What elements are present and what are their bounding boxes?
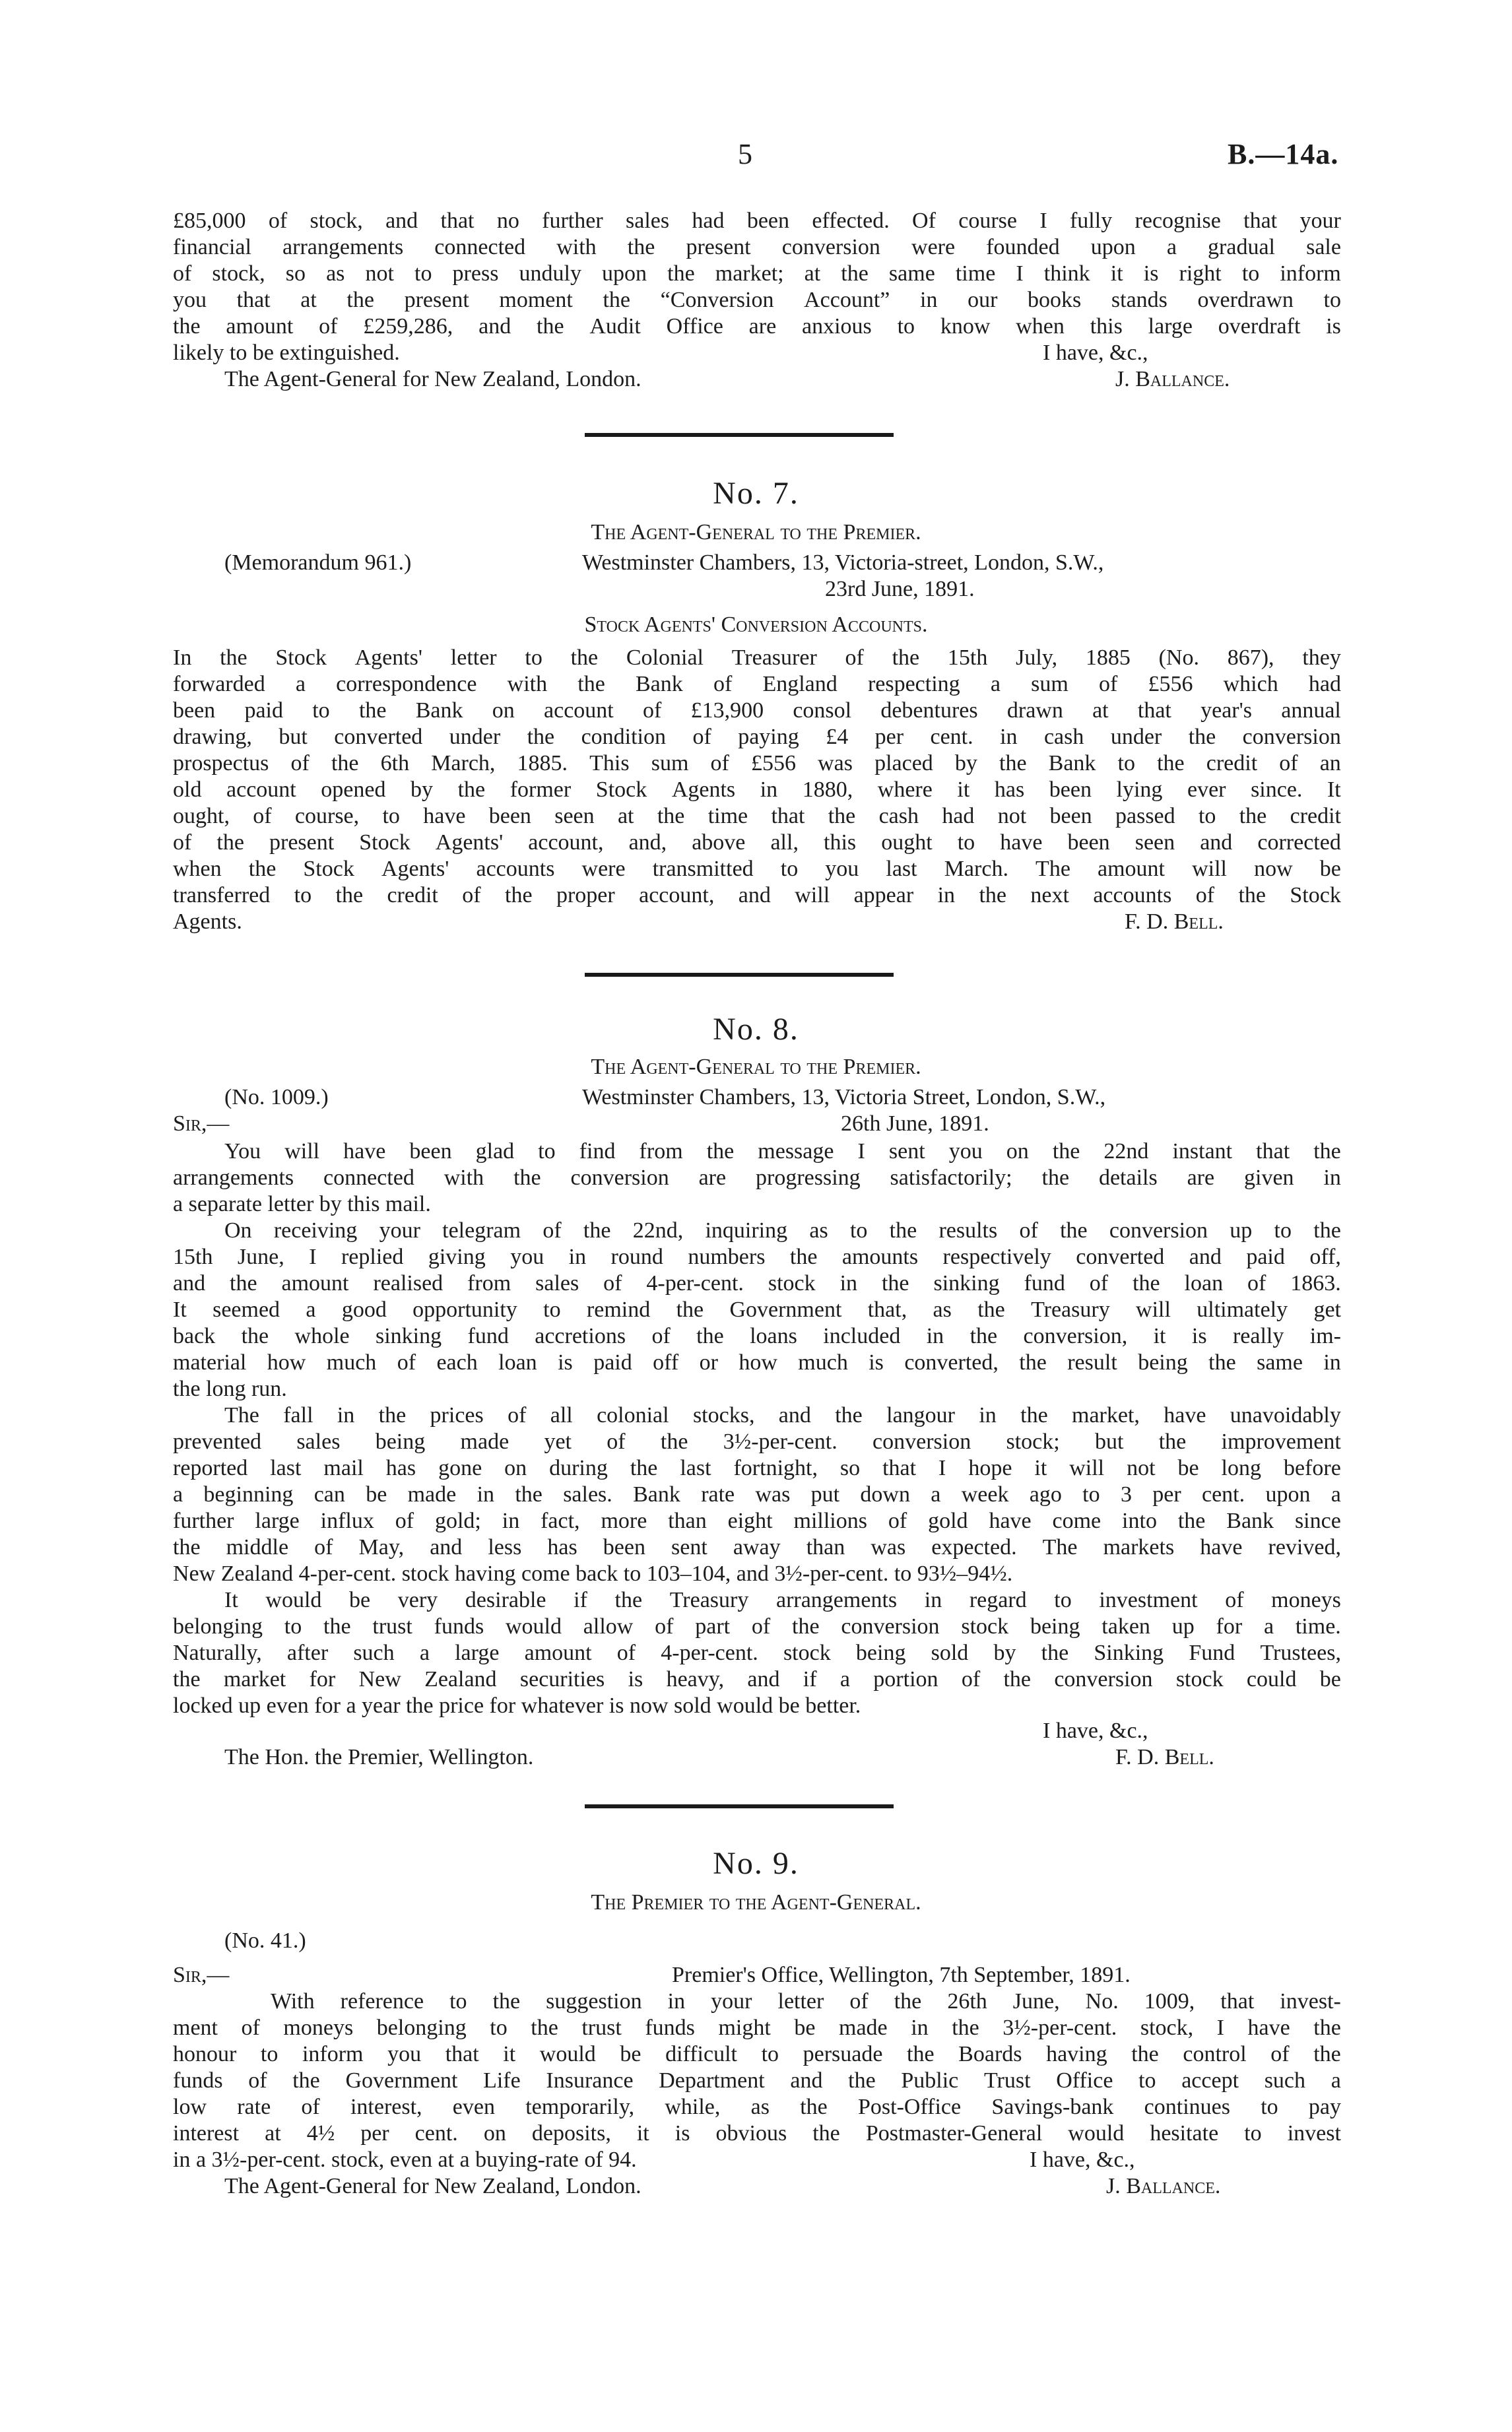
no9-title: The Premier to the Agent-General. [591,1890,921,1915]
no8-line-4: On receiving your telegram of the 22nd, inquiring as to the results of the conversion up to the [224,1218,1341,1243]
no8-line-15: further large influx of gold; in fact, more than eight millions of gold have come into the Bank since [173,1509,1341,1533]
document-reference: B.—14a. [1228,138,1339,170]
no7-line-5: prospectus of the 6th March, 1885. This sum of £556 was placed by the Bank to the credit of an [173,751,1341,775]
intro-signature: J. Ballance. [1115,367,1230,391]
no9-heading: No. 9. [713,1846,799,1881]
no8-line-8: back the whole sinking fund accretions of the loans included in the conversion, it is really im- [173,1324,1341,1348]
page-number: 5 [738,138,752,170]
section-divider [585,1804,894,1808]
no8-line-11: The fall in the prices of all colonial stocks, and the langour in the market, have unavoidably [224,1403,1341,1428]
no8-line-9: material how much of each loan is paid off or how much is converted, the result being the same in [173,1350,1341,1375]
intro-line-6: likely to be extinguished. [173,341,400,365]
no7-line-2: forwarded a correspondence with the Bank of England respecting a sum of £556 which had [173,672,1341,696]
intro-closing: I have, &c., [1043,341,1148,365]
no8-line-10: the long run. [173,1377,287,1401]
no7-line-6: old account opened by the former Stock Agents in 1880, where it has been lying ever since. It [173,777,1341,802]
intro-addressee: The Agent-General for New Zealand, London. [224,367,641,391]
no8-date: 26th June, 1891. [841,1111,989,1136]
no9-line-2: ment of moneys belonging to the trust funds might be made in the 3½-per-cent. stock, I have the [173,2016,1341,2040]
no7-line-4: drawing, but converted under the condition of paying £4 per cent. in cash under the conversion [173,725,1341,749]
no9-line-1: With reference to the suggestion in your letter of the 26th June, No. 1009, that invest- [271,1989,1341,2014]
no8-line-14: a beginning can be made in the sales. Bank rate was put down a week ago to 3 per cent. upon a [173,1482,1341,1507]
no9-line-4: funds of the Government Life Insurance Department and the Public Trust Office to accept such a [173,2068,1341,2093]
no8-line-3: a separate letter by this mail. [173,1192,431,1216]
no9-line-6: interest at 4½ per cent. on deposits, it is obvious the Postmaster-General would hesitate to invest [173,2121,1341,2146]
no7-signature: F. D. Bell. [1125,909,1224,934]
no7-line-7: ought, of course, to have been seen at the time that the cash had not been passed to the credit [173,804,1341,828]
no8-line-7: It seemed a good opportunity to remind the Government that, as the Treasury will ultimately get [173,1298,1341,1322]
no8-addressee: The Hon. the Premier, Wellington. [224,1745,534,1769]
no8-line-5: 15th June, I replied giving you in round numbers the amounts respectively converted and paid off, [173,1245,1341,1269]
no7-line-10: transferred to the credit of the proper account, and will appear in the next accounts of the Stock [173,883,1341,907]
intro-line-5: the amount of £259,286, and the Audit Office are anxious to know when this large overdraft is [173,314,1341,339]
no8-line-18: It would be very desirable if the Treasury arrangements in regard to investment of moneys [224,1588,1341,1612]
no8-line-2: arrangements connected with the conversion are progressing satisfactorily; the details are given in [173,1166,1341,1190]
no7-heading: No. 7. [713,476,799,511]
no8-line-19: belonging to the trust funds would allow of part of the conversion stock being taken up for a time. [173,1614,1341,1639]
no8-line-6: and the amount realised from sales of 4-per-cent. stock in the sinking fund of the loan of 1863. [173,1271,1341,1296]
no9-line-3: honour to inform you that it would be difficult to persuade the Boards having the control of the [173,2042,1341,2066]
no9-line-5: low rate of interest, even temporarily, while, as the Post-Office Savings-bank continues to pay [173,2095,1341,2119]
no8-address: Westminster Chambers, 13, Victoria Street, London, S.W., [582,1085,1106,1109]
no8-heading: No. 8. [713,1012,799,1047]
no7-line-9: when the Stock Agents' accounts were transmitted to you last March. The amount will now be [173,857,1341,881]
no8-line-20: Naturally, after such a large amount of 4-per-cent. stock being sold by the Sinking Fund Trustees, [173,1641,1341,1665]
no8-line-13: reported last mail has gone on during the last fortnight, so that I hope it will not be long before [173,1456,1341,1480]
no8-line-17: New Zealand 4-per-cent. stock having come back to 103–104, and 3½-per-cent. to 93½–94½. [173,1561,1013,1586]
no8-title: The Agent-General to the Premier. [591,1055,921,1079]
no9-salutation: Sir,— [173,1963,230,1987]
no7-line-3: been paid to the Bank on account of £13,900 consol debentures drawn at that year's annual [173,698,1341,723]
no7-line-8: of the present Stock Agents' account, and, above all, this ought to have been seen and corrected [173,830,1341,855]
intro-line-2: financial arrangements connected with the present conversion were founded upon a gradual sale [173,235,1341,259]
section-divider [585,433,894,437]
no7-memo-ref: (Memorandum 961.) [224,550,412,575]
no9-ref: (No. 41.) [224,1928,306,1953]
no8-line-16: the middle of May, and less has been sent away than was expected. The markets have revived, [173,1535,1341,1560]
no9-address-date: Premier's Office, Wellington, 7th September, 1891. [672,1963,1131,1987]
no7-title: The Agent-General to the Premier. [591,520,921,544]
no8-salutation: Sir,— [173,1111,230,1136]
no8-ref: (No. 1009.) [224,1085,329,1109]
intro-line-1: £85,000 of stock, and that no further sales had been effected. Of course I fully recognise that your [173,209,1341,233]
no8-signature: F. D. Bell. [1115,1745,1214,1769]
no8-closing: I have, &c., [1043,1719,1148,1743]
no8-line-22: locked up even for a year the price for whatever is now sold would be better. [173,1693,861,1718]
no9-addressee: The Agent-General for New Zealand, London. [224,2174,641,2198]
no7-address: Westminster Chambers, 13, Victoria-street, London, S.W., [582,550,1104,575]
no7-line-1: In the Stock Agents' letter to the Colonial Treasurer of the 15th July, 1885 (No. 867), they [173,645,1341,670]
no8-line-1: You will have been glad to find from the message I sent you on the 22nd instant that the [224,1139,1341,1164]
no8-line-12: prevented sales being made yet of the 3½-per-cent. conversion stock; but the improvement [173,1430,1341,1454]
intro-line-4: you that at the present moment the “Conversion Account” in our books stands overdrawn to [173,288,1341,312]
no8-line-21: the market for New Zealand securities is heavy, and if a portion of the conversion stock could be [173,1667,1341,1692]
no9-line-7: in a 3½-per-cent. stock, even at a buying-rate of 94. [173,2148,637,2172]
no7-date: 23rd June, 1891. [825,577,975,601]
section-divider [585,973,894,977]
no7-line-11: Agents. [173,909,242,934]
no9-signature: J. Ballance. [1106,2174,1221,2198]
no9-closing: I have, &c., [1030,2148,1135,2172]
no7-subject: Stock Agents' Conversion Accounts. [584,612,928,637]
intro-line-3: of stock, so as not to press unduly upon the market; at the same time I think it is right to inform [173,261,1341,286]
